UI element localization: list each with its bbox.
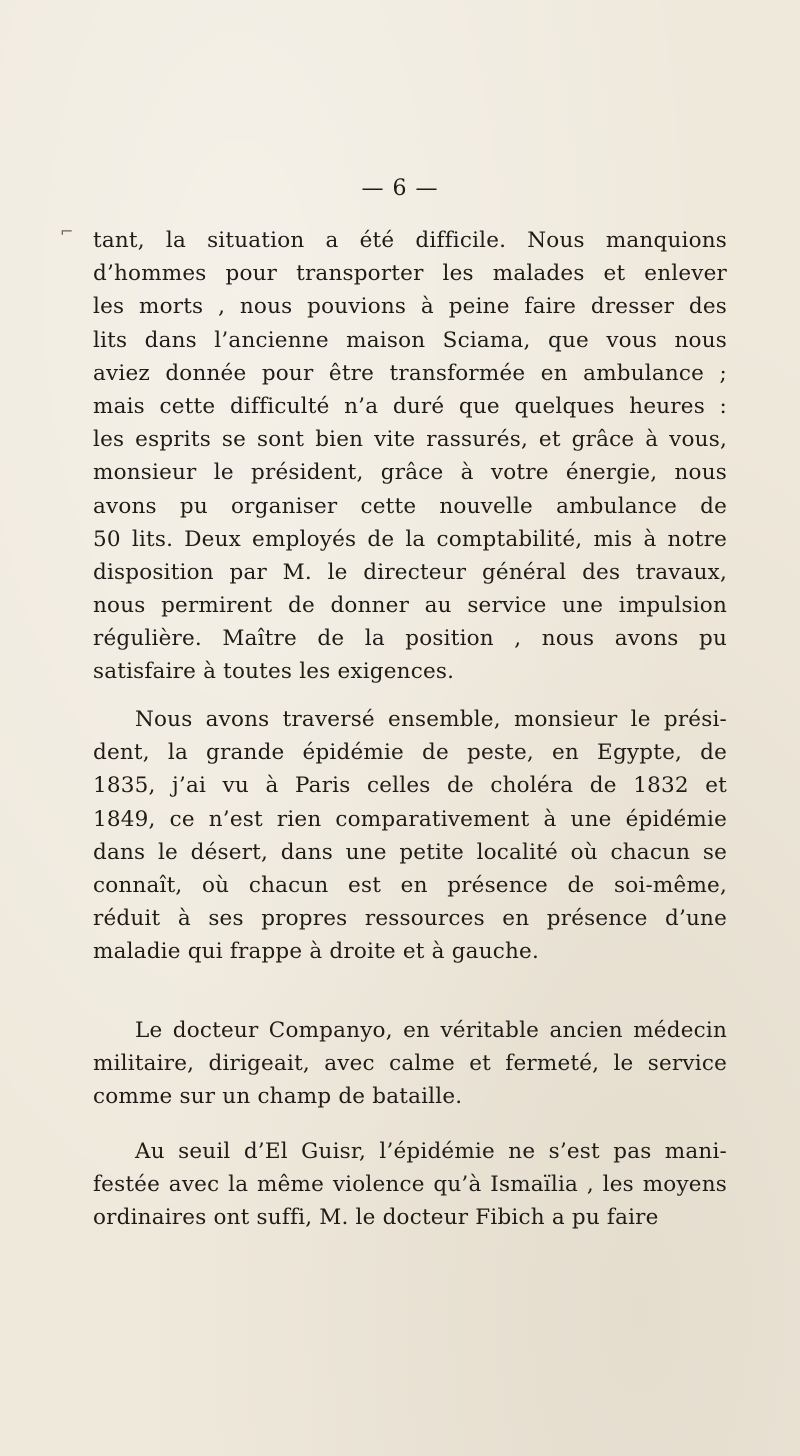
text-line: d’hommes pour transporter les malades et enlever [93, 261, 727, 287]
paragraph-2 [93, 703, 727, 969]
text-line: mais cette difficulté n’a duré que quelques heures : [93, 393, 727, 419]
text-line: aviez donnée pour être transformée en ambulance ; [93, 360, 727, 386]
paragraph-3 [93, 1014, 727, 1114]
text-line: lits dans l’ancienne maison Sciama, que vous nous [93, 327, 727, 353]
text-line: les morts , nous pouvions à peine faire dresser des [93, 294, 727, 320]
text-line: dent, la grande épidémie de peste, en Egypte, de [93, 740, 727, 766]
text-line: tant, la situation a été difficile. Nous manquions [93, 228, 727, 253]
text-line: nous permirent de donner au service une impulsion [93, 593, 727, 619]
text-line: disposition par M. le directeur général des travaux, [93, 559, 727, 585]
text-line: ordinaires ont suffi, M. le docteur Fibich a pu faire [93, 1205, 659, 1231]
text-line: 1835, j’ai vu à Paris celles de choléra de 1832 et [93, 773, 727, 799]
text-line: monsieur le président, grâce à votre énergie, nous [93, 460, 727, 486]
paragraph-4 [93, 1135, 727, 1235]
text-line: 50 lits. Deux employés de la comptabilité, mis à notre [93, 526, 727, 552]
text-line: maladie qui frappe à droite et à gauche. [93, 939, 539, 965]
text-line: dans le désert, dans une petite localité où chacun se [93, 839, 727, 865]
text-line: Le docteur Companyo, en véritable ancien médecin [135, 1018, 727, 1043]
text-line: avons pu organiser cette nouvelle ambulance de [93, 493, 727, 519]
text-line: comme sur un champ de bataille. [93, 1084, 463, 1110]
text-line: les esprits se sont bien vite rassurés, et grâce à vous, [93, 427, 727, 453]
text-line: 1849, ce n’est rien comparativement à une épidémie [93, 806, 727, 832]
text-line: réduit à ses propres ressources en présence d’une [93, 906, 727, 932]
page-number: — 6 — [361, 176, 439, 201]
margin-mark-icon: ⌐ [60, 222, 74, 241]
text-line: satisfaire à toutes les exigences. [93, 659, 455, 685]
text-line: Au seuil d’El Guisr, l’épidémie ne s’est pas mani- [135, 1139, 727, 1164]
text-line: militaire, dirigeait, avec calme et fermeté, le service [93, 1051, 727, 1077]
text-line: Nous avons traversé ensemble, monsieur le prési- [135, 707, 727, 732]
text-line: régulière. Maître de la position , nous avons pu [93, 626, 727, 652]
text-line: connaît, où chacun est en présence de soi-même, [93, 872, 727, 898]
paragraph-1 [93, 224, 727, 689]
text-line: festée avec la même violence qu’à Ismaïlia , les moyens [93, 1172, 727, 1198]
